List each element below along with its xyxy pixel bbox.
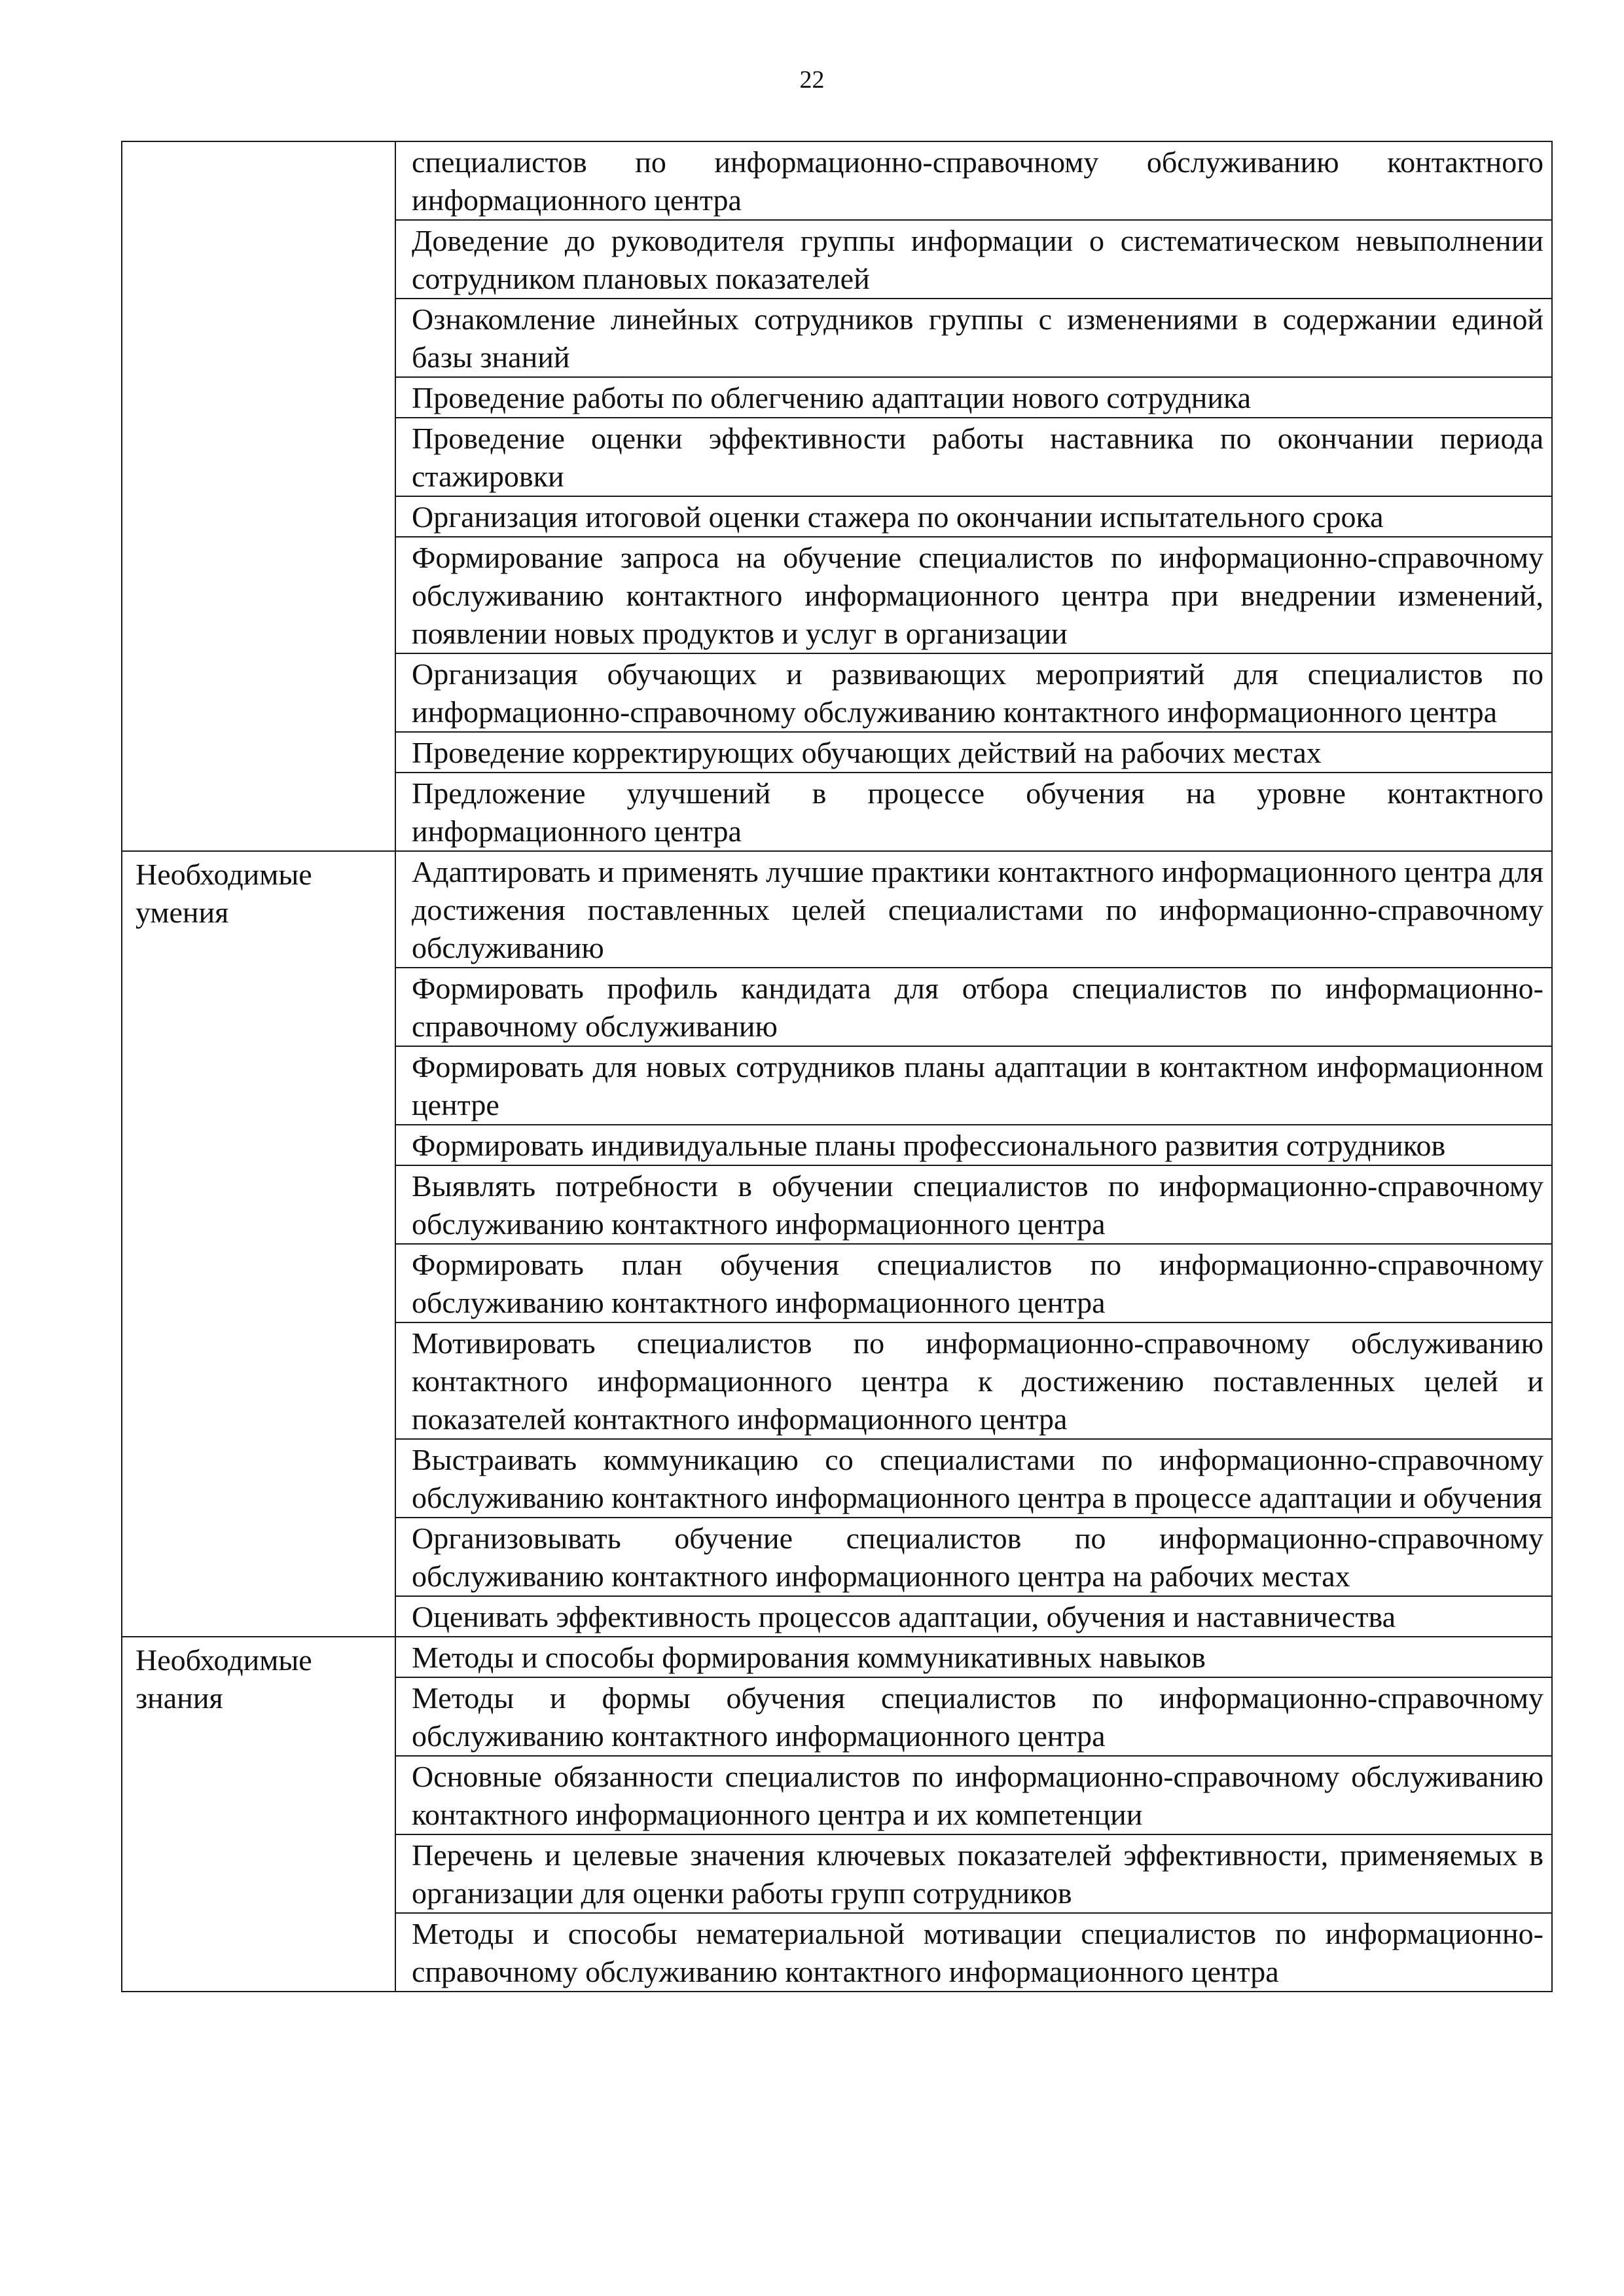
table-cell-text: специалистов по информационно-справочному обслуживанию контактного информационного центра	[395, 141, 1552, 220]
table-row	[122, 851, 1552, 968]
table-cell-text: Адаптировать и применять лучшие практики контактного информационного центра для достижения поставленных целей специалистами по информационно-справочному обслуживанию	[395, 851, 1552, 968]
table-cell-text: Перечень и целевые значения ключевых показателей эффективности, применяемых в организации для оценки работы групп сотрудников	[395, 1834, 1552, 1913]
table-cell-text: Мотивировать специалистов по информационно-справочному обслуживанию контактного информационного центра к достижению поставленных целей и показателей контактного информационного центра	[395, 1322, 1552, 1439]
page-number: 22	[799, 66, 825, 94]
table-cell-text: Методы и способы формирования коммуникативных навыков	[395, 1637, 1552, 1677]
table-cell-text: Оценивать эффективность процессов адаптации, обучения и наставничества	[395, 1596, 1552, 1637]
table-row	[122, 1637, 1552, 1677]
table-cell-text: Основные обязанности специалистов по информационно-справочному обслуживанию контактного информационного центра и их компетенции	[395, 1756, 1552, 1834]
table-cell-text: Выявлять потребности в обучении специалистов по информационно-справочному обслуживанию контактного информационного центра	[395, 1165, 1552, 1244]
table-cell-text: Доведение до руководителя группы информации о систематическом невыполнении сотрудником плановых показателей	[395, 220, 1552, 299]
section-label-line: Необходимые	[135, 1643, 312, 1677]
section-label-line: знания	[135, 1681, 223, 1715]
table-cell-text: Формировать профиль кандидата для отбора специалистов по информационно-справочному обслуживанию	[395, 968, 1552, 1046]
table-row	[122, 141, 1552, 220]
table-cell-text: Формировать индивидуальные планы профессионального развития сотрудников	[395, 1125, 1552, 1165]
table-cell-text: Организация обучающих и развивающих мероприятий для специалистов по информационно-справочному обслуживанию контактного информационного центра	[395, 653, 1552, 732]
section-label-cell-empty	[122, 141, 395, 851]
table-cell-text: Методы и формы обучения специалистов по информационно-справочному обслуживанию контактного информационного центра	[395, 1677, 1552, 1756]
table-cell-text: Проведение корректирующих обучающих действий на рабочих местах	[395, 732, 1552, 773]
table-cell-text: Проведение оценки эффективности работы наставника по окончании периода стажировки	[395, 418, 1552, 496]
competency-table	[121, 141, 1553, 1992]
table-cell-text: Выстраивать коммуникацию со специалистами по информационно-справочному обслуживанию контактного информационного центра в процессе адаптации и обучения	[395, 1439, 1552, 1518]
section-label-knowledge	[122, 1637, 395, 1992]
section-label-line: умения	[135, 896, 229, 929]
table-cell-text: Формирование запроса на обучение специалистов по информационно-справочному обслуживанию контактного информационного центра при внедрении изменений, появлении новых продуктов и услуг в организации	[395, 537, 1552, 653]
table-cell-text: Формировать план обучения специалистов по информационно-справочному обслуживанию контактного информационного центра	[395, 1244, 1552, 1322]
table-cell-text: Организовывать обучение специалистов по информационно-справочному обслуживанию контактного информационного центра на рабочих местах	[395, 1518, 1552, 1596]
table-cell-text: Предложение улучшений в процессе обучения на уровне контактного информационного центра	[395, 773, 1552, 851]
table-cell-text: Организация итоговой оценки стажера по окончании испытательного срока	[395, 496, 1552, 537]
table-cell-text: Проведение работы по облегчению адаптации нового сотрудника	[395, 377, 1552, 418]
section-label-line: Необходимые	[135, 858, 312, 891]
table-cell-text: Формировать для новых сотрудников планы адаптации в контактном информационном центре	[395, 1046, 1552, 1125]
section-label-skills	[122, 851, 395, 1637]
table-cell-text: Ознакомление линейных сотрудников группы с изменениями в содержании единой базы знаний	[395, 299, 1552, 377]
table-cell-text: Методы и способы нематериальной мотивации специалистов по информационно-справочному обслуживанию контактного информационного центра	[395, 1913, 1552, 1992]
